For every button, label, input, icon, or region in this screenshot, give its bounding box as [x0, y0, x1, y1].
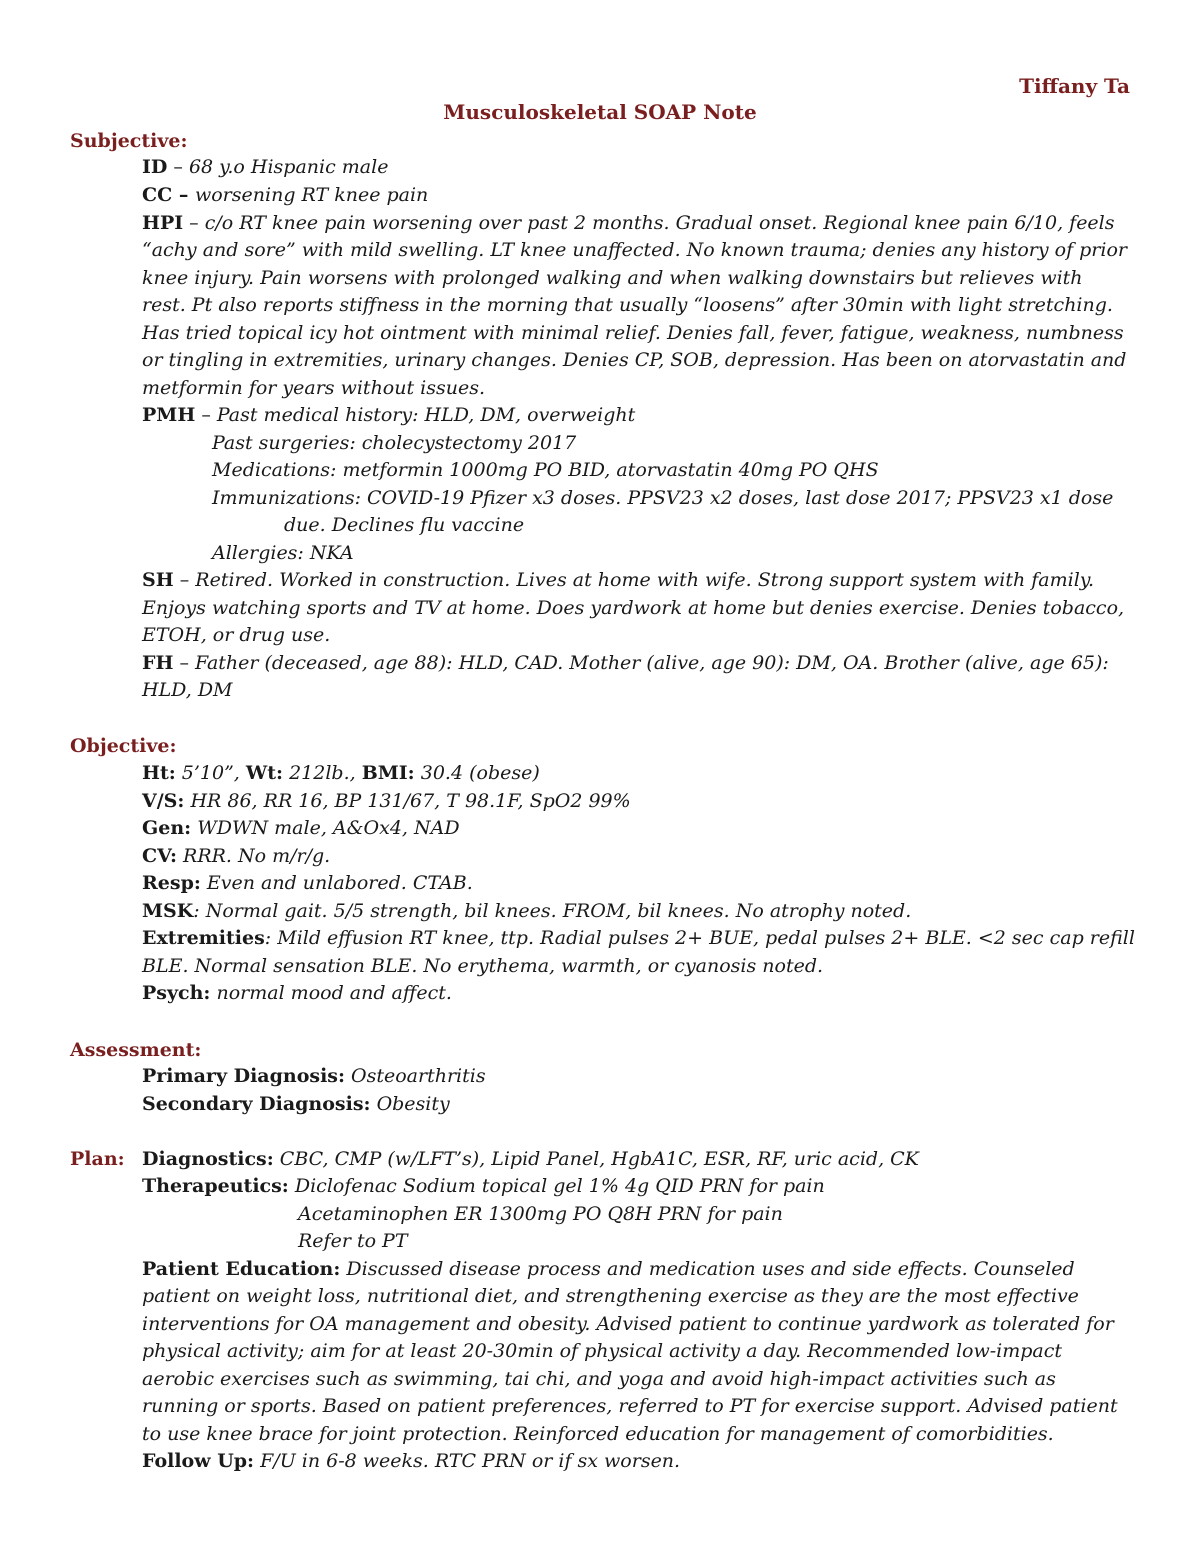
pmh-line: [212, 540, 354, 567]
patient-education-text: physical activity; aim for at least 20-30min of physical activity a day. Recommended low-impact: [142, 1340, 1063, 1362]
patient-education-line: [142, 1421, 1054, 1448]
vs-value: HR 86, RR 16, BP 131/67, T 98.1F, SpO2 99%: [184, 790, 631, 812]
hpi-line: [142, 265, 1083, 292]
hpi-text: “achy and sore” with mild swelling. LT knee unaffected. No known trauma; denies any history of prior: [142, 239, 1127, 261]
sh-label: SH: [142, 569, 174, 591]
cv-value: RRR. No m/r/g.: [176, 845, 331, 867]
psych-label: Psych:: [142, 982, 211, 1004]
pmh-line: [142, 402, 635, 429]
subjective-heading: Subjective:: [70, 130, 188, 152]
pmh-line: [212, 457, 879, 484]
therapeutics-text: Refer to PT: [298, 1230, 408, 1252]
fh-line: [142, 677, 233, 704]
hpi-text: c/o RT knee pain worsening over past 2 months. Gradual onset. Regional knee pain 6/10, feels: [204, 212, 1115, 234]
therapeutics-line: [298, 1201, 783, 1228]
pmh-text: Past medical history: HLD, DM, overweight: [216, 404, 636, 426]
extremities-label: Extremities: [142, 927, 265, 949]
msk-value: : Normal gait. 5/5 strength, bil knees. FROM, bil knees. No atrophy noted.: [193, 900, 912, 922]
patient-education-line: [142, 1393, 1118, 1420]
resp-line: [142, 870, 473, 897]
diagnostics-label: Diagnostics:: [142, 1148, 274, 1170]
id-line: [142, 154, 388, 181]
secondary-diagnosis-value: Obesity: [370, 1093, 450, 1115]
fh-text: Father (deceased, age 88): HLD, CAD. Mother (alive, age 90): DM, OA. Brother (alive, age 65):: [195, 652, 1109, 674]
msk-label: MSK: [142, 900, 194, 922]
sh-line: [142, 622, 330, 649]
vs-label: V/S:: [142, 790, 185, 812]
therapeutics-label: Therapeutics:: [142, 1175, 289, 1197]
id-value: 68 y.o Hispanic male: [188, 156, 389, 178]
resp-value: Even and unlabored. CTAB.: [200, 872, 473, 894]
vitals-line: [142, 788, 631, 815]
pmh-text: Medications: metformin 1000mg PO BID, atorvastatin 40mg PO QHS: [212, 459, 879, 481]
hpi-text: knee injury. Pain worsens with prolonged walking and when walking downstairs but relieves with: [142, 267, 1083, 289]
extremities-text: BLE. Normal sensation BLE. No erythema, warmth, or cyanosis noted.: [142, 955, 824, 977]
extremities-line: [142, 925, 1135, 952]
patient-education-line: [142, 1338, 1062, 1365]
patient-education-line: [142, 1366, 1056, 1393]
author-name: Tiffany Ta: [1019, 74, 1130, 98]
hpi-line: [142, 320, 1124, 347]
therapeutics-text: Diclofenac Sodium topical gel 1% 4g QID PRN for pain: [288, 1175, 825, 1197]
fh-separator: –: [173, 652, 196, 674]
sh-separator: –: [173, 569, 196, 591]
pmh-label: PMH: [142, 404, 196, 426]
psych-value: normal mood and affect.: [210, 982, 452, 1004]
psych-line: [142, 980, 452, 1007]
plan-diagnostics-row: [70, 1146, 919, 1173]
gen-value: WDWN male, A&Ox4, NAD: [191, 817, 460, 839]
sh-line: [142, 567, 1094, 594]
fh-text: HLD, DM: [142, 679, 233, 701]
pmh-text: Allergies: NKA: [212, 542, 354, 564]
id-separator: –: [167, 156, 189, 178]
secondary-diagnosis-label: Secondary Diagnosis:: [142, 1093, 371, 1115]
pmh-text: Immunizations: COVID-19 Pfizer x3 doses. PPSV23 x2 doses, last dose 2017; PPSV23 x1 dose: [212, 487, 1114, 509]
primary-diagnosis-label: Primary Diagnosis:: [142, 1065, 345, 1087]
primary-diagnosis-value: Osteoarthritis: [345, 1065, 486, 1087]
plan-heading: Plan:: [70, 1148, 125, 1170]
patient-education-label: Patient Education:: [142, 1258, 341, 1280]
sh-line: [142, 595, 1124, 622]
patient-education-line: [142, 1311, 1114, 1338]
hpi-text: metformin for years without issues.: [142, 377, 486, 399]
cc-value: worsening RT knee pain: [194, 184, 429, 206]
patient-education-line: [142, 1256, 1075, 1283]
hpi-line: [142, 237, 1127, 264]
cc-line: [142, 182, 428, 209]
therapeutics-line: [298, 1228, 408, 1255]
patient-education-text: running or sports. Based on patient preferences, referred to PT for exercise support. Advised patient: [142, 1395, 1118, 1417]
hpi-line: [142, 292, 1113, 319]
sh-text: Enjoys watching sports and TV at home. Does yardwork at home but denies exercise. Denies tobacco,: [142, 597, 1125, 619]
hpi-line: [142, 347, 1126, 374]
bmi-label: BMI:: [361, 762, 415, 784]
anthropometrics-line: [142, 760, 540, 787]
patient-education-text: aerobic exercises such as swimming, tai chi, and yoga and avoid high-impact activities such as: [142, 1368, 1056, 1390]
msk-line: [142, 898, 911, 925]
bmi-value: 30.4 (obese): [414, 762, 540, 784]
wt-label: Wt:: [245, 762, 284, 784]
hpi-text: rest. Pt also reports stiffness in the morning that usually “loosens” after 30min with light stretching.: [142, 294, 1113, 316]
hpi-text: Has tried topical icy hot ointment with minimal relief. Denies fall, fever, fatigue, weakness, numbness: [142, 322, 1124, 344]
gen-line: [142, 815, 460, 842]
fh-label: FH: [142, 652, 174, 674]
pmh-text: Past surgeries: cholecystectomy 2017: [212, 432, 577, 454]
hpi-line: [142, 210, 1115, 237]
page-title: Musculoskeletal SOAP Note: [443, 100, 757, 124]
pmh-text: due. Declines flu vaccine: [284, 514, 525, 536]
patient-education-text: patient on weight loss, nutritional diet, and strengthening exercise as they are the most effective: [142, 1285, 1079, 1307]
pmh-line: [212, 485, 1113, 512]
cv-line: [142, 843, 330, 870]
patient-education-line: [142, 1283, 1079, 1310]
patient-education-text: Discussed disease process and medication uses and side effects. Counseled: [340, 1258, 1075, 1280]
follow-up-line: [142, 1448, 680, 1475]
diagnostics-value: CBC, CMP (w/LFT’s), Lipid Panel, HgbA1C, ESR, RF, uric acid, CK: [273, 1148, 919, 1170]
hpi-line: [142, 375, 485, 402]
therapeutics-line: [142, 1173, 825, 1200]
follow-up-value: F/U in 6-8 weeks. RTC PRN or if sx worsen.: [254, 1450, 681, 1472]
hpi-label: HPI: [142, 212, 184, 234]
sh-text: Retired. Worked in construction. Lives at home with wife. Strong support system with family.: [195, 569, 1095, 591]
wt-value: 212lb.,: [283, 762, 362, 784]
ht-value: 5’10”,: [175, 762, 246, 784]
hpi-separator: –: [183, 212, 205, 234]
pmh-line: [212, 430, 576, 457]
hpi-text: or tingling in extremities, urinary changes. Denies CP, SOB, depression. Has been on atorvastatin and: [142, 349, 1127, 371]
fh-line: [142, 650, 1109, 677]
cv-label: CV:: [142, 845, 177, 867]
cc-label: CC: [142, 184, 173, 206]
extremities-line: [142, 953, 823, 980]
patient-education-text: interventions for OA management and obesity. Advised patient to continue yardwork as tolerated for: [142, 1313, 1114, 1335]
ht-label: Ht:: [142, 762, 176, 784]
assessment-heading: Assessment:: [70, 1039, 202, 1061]
resp-label: Resp:: [142, 872, 201, 894]
patient-education-text: to use knee brace for joint protection. Reinforced education for management of comorbidities.: [142, 1423, 1054, 1445]
extremities-text: : Mild effusion RT knee, ttp. Radial pulses 2+ BUE, pedal pulses 2+ BLE. <2 sec cap refill: [264, 927, 1135, 949]
follow-up-label: Follow Up:: [142, 1450, 255, 1472]
gen-label: Gen:: [142, 817, 192, 839]
cc-separator: –: [172, 184, 195, 206]
objective-heading: Objective:: [70, 735, 177, 757]
id-label: ID: [142, 156, 168, 178]
sh-text: ETOH, or drug use.: [142, 624, 331, 646]
primary-diagnosis-line: [142, 1063, 486, 1090]
pmh-line: [284, 512, 524, 539]
therapeutics-text: Acetaminophen ER 1300mg PO Q8H PRN for pain: [298, 1203, 783, 1225]
secondary-diagnosis-line: [142, 1091, 450, 1118]
pmh-separator: –: [195, 404, 217, 426]
